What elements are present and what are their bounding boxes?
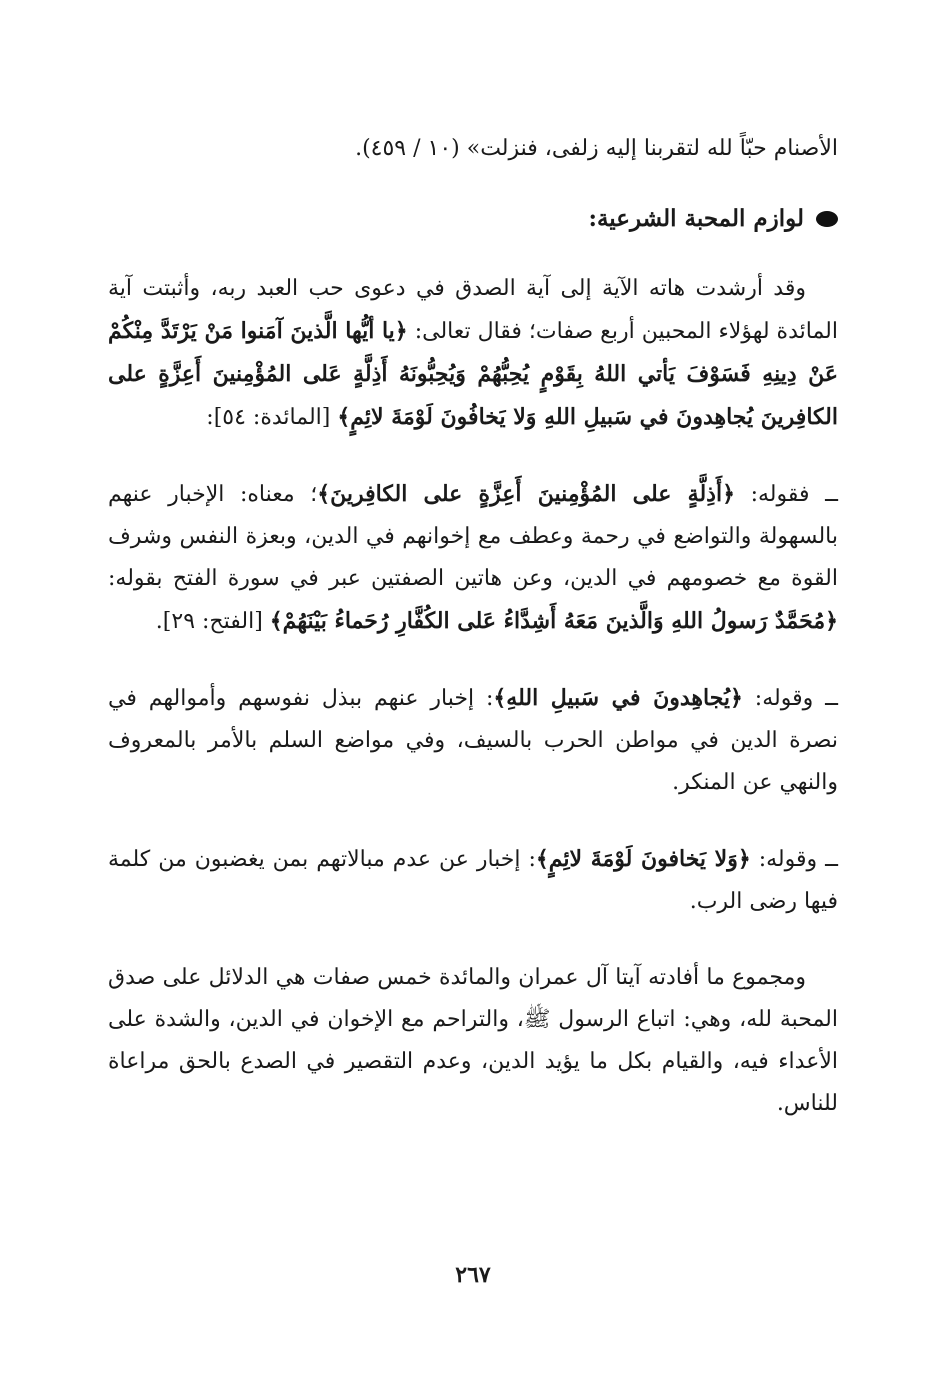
page-body	[108, 128, 838, 1125]
page-number: ٢٦٧	[455, 1262, 491, 1288]
continuation-paragraph: الأصنام حبّاً لله لتقربنا إليه زلفى، فنزلت» (١٠ / ٤٥٩).	[355, 136, 838, 161]
jihad-explanation: : إخبار عنهم ببذل نفوسهم وأموالهم في نصرة الدين في مواطن الحرب بالسيف، وفي مواضع السلم بالأمر بالمعروف والنهي عن المنكر.	[108, 686, 838, 795]
trait-explanation: ؛ معناه: الإخبار عنهم بالسهولة والتواضع في رحمة وعطف مع إخوانهم في الدين، وبعزة النفس وشرف القوة مع خصومهم في الدين، وعن هاتين الصفتين عبر في سورة الفتح بقوله:	[108, 482, 839, 591]
paragraph-summary: ومجموع ما أفادته آيتا آل عمران والمائدة خمس صفات هي الدلائل على صدق المحبة لله، وهي: اتباع الرسول ﷺ، والتراحم مع الإخوان في الدين، والشدة على الأعداء فيه، والقيام بكل ما يؤيد الدين، وعدم التقصير في الصدع بالحق مراعاة للناس.	[108, 965, 838, 1116]
quran-verse-blame: ﴿وَلا يَخافونَ لَوْمَةَ لائِمٍ﴾	[535, 846, 751, 872]
quran-verse-fath: ﴿مُحَمَّدٌ رَسولُ اللهِ وَالَّذينَ مَعَهُ أَشِدَّاءُ عَلى الكُفَّارِ رُحَماءُ بَيْنَهُمْ﴾	[269, 608, 838, 634]
bullet-icon	[816, 211, 838, 227]
quran-verse-maidah: ﴿يا أيُّها الَّذينَ آمَنوا مَنْ يَرْتَدَّ مِنْكُمْ عَنْ دِينِهِ فَسَوْفَ يَأتي اللهُ بِقَوْمٍ يُحِبُّهُمْ وَيُحِبُّونَهُ أَذِلَّةٍ عَلى المُؤْمِنينَ أَعِزَّةٍ على الكافِرينَ يُجاهِدونَ في سَبيلِ اللهِ وَلا يَخافُونَ لَوْمَةَ لائِمٍ﴾	[108, 318, 838, 430]
quran-verse-trait: ﴿أَذِلَّةٍ على المُؤْمِنينَ أَعِزَّةٍ على الكافِرينَ﴾	[317, 481, 735, 507]
paragraph-jihad	[108, 677, 838, 804]
blame-intro-text: ــ وقوله:	[750, 847, 838, 872]
trait-intro-text: ــ فقوله:	[734, 482, 838, 507]
jihad-intro-text: ــ وقوله:	[742, 686, 838, 711]
quran-verse-jihad: ﴿يُجاهِدونَ في سَبيلِ اللهِ﴾	[493, 685, 743, 711]
blame-explanation: : إخبار عن عدم مبالاتهم بمن يغضبون من كلمة فيها رضى الرب.	[108, 847, 838, 914]
verse-reference: [الفتح: ٢٩].	[155, 609, 270, 634]
section-heading	[108, 198, 838, 240]
paragraph-first-trait	[108, 473, 838, 643]
section-heading-text: لوازم المحبة الشرعية:	[588, 205, 804, 232]
paragraph-blame	[108, 838, 838, 923]
paragraph-intro	[108, 268, 838, 439]
intro-text: وقد أرشدت هاته الآية إلى آية الصدق في دعوى حب العبد ربه، وأثبتت آية المائدة لهؤلاء المحبين أربع صفات؛ فقال تعالى:	[108, 276, 838, 344]
verse-reference: [المائدة: ٥٤]:	[206, 405, 338, 430]
